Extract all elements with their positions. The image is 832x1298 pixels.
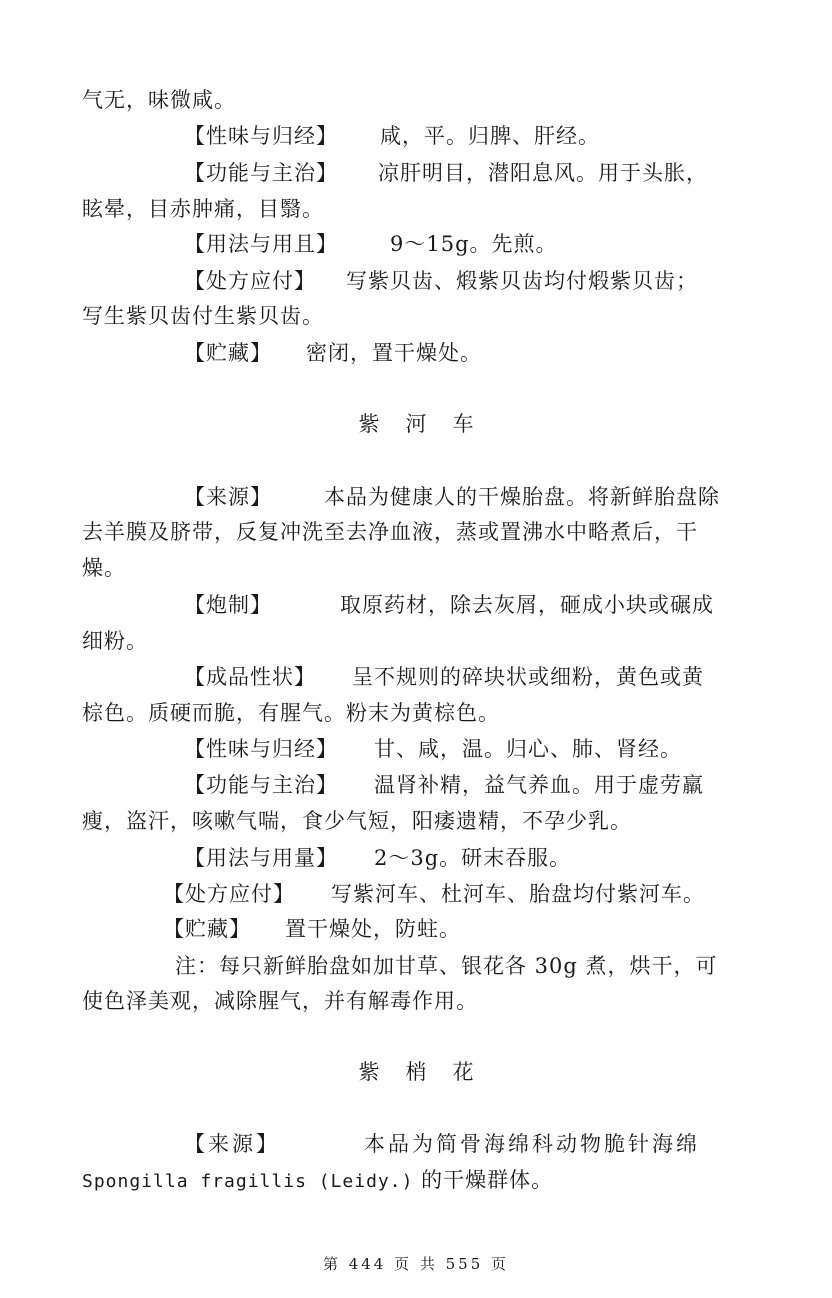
section-heading: 【用法与用且】 — [184, 232, 338, 256]
nature-entry — [0, 734, 832, 764]
body-text: 写紫贝齿、煅紫贝齿均付煅紫贝齿； — [346, 269, 698, 293]
prescription-entry — [0, 879, 832, 909]
paragraph-line — [0, 553, 832, 583]
storage-entry — [0, 914, 832, 944]
paragraph-line — [0, 194, 832, 224]
entry-title: 紫梢花 — [358, 1060, 500, 1084]
latin-name: Spongilla fragillis (Leidy.) — [82, 1171, 414, 1192]
body-text: 细粉。 — [82, 629, 148, 653]
section-heading: 【处方应付】 — [184, 269, 316, 293]
paragraph-line — [0, 698, 832, 728]
source-entry — [0, 1129, 832, 1159]
body-text: 2～3g。研末吞服。 — [374, 846, 572, 870]
body-text: 呈不规则的碎块状或细粉，黄色或黄 — [352, 665, 704, 689]
body-text: 写紫河车、杜河车、胎盘均付紫河车。 — [331, 882, 705, 906]
body-text: 置干燥处，防蛀。 — [285, 917, 461, 941]
body-text: 写生紫贝齿付生紫贝齿。 — [82, 304, 324, 328]
body-text: 瘦，盗汗，咳嗽气喘，食少气短，阳痿遗精，不孕少乳。 — [82, 809, 632, 833]
section-heading: 【来源】 — [184, 485, 272, 509]
function-entry — [0, 770, 832, 800]
note-text: 使色泽美观，减除腥气，并有解毒作用。 — [82, 989, 478, 1013]
section-heading: 【功能与主治】 — [184, 773, 338, 797]
nature-entry — [0, 121, 832, 151]
paragraph-line — [0, 301, 832, 331]
note-line — [0, 986, 832, 1016]
body-text: 的干燥群体。 — [413, 1168, 554, 1192]
body-text: 本品为简骨海绵科动物脆针海绵 — [364, 1132, 700, 1156]
processing-entry — [0, 590, 832, 620]
section-heading: 【功能与主治】 — [184, 161, 338, 185]
body-text: 甘、咸，温。归心、肺、肾经。 — [374, 737, 682, 761]
note-text: 注：每只新鲜胎盘如加甘草、银花各 30g 煮，烘干，可 — [175, 954, 718, 978]
paragraph-line — [0, 1165, 832, 1197]
section-heading: 【贮藏】 — [184, 341, 272, 365]
body-text: 温肾补精，益气养血。用于虚劳羸 — [374, 773, 704, 797]
body-text: 气无，味微咸。 — [82, 88, 236, 112]
body-text: 本品为健康人的干燥胎盘。将新鲜胎盘除 — [324, 485, 720, 509]
body-text: 去羊膜及脐带，反复冲洗至去净血液，蒸或置沸水中略煮后，干 — [82, 520, 698, 544]
prescription-entry — [0, 266, 832, 296]
body-text: 咸，平。归脾、肝经。 — [380, 124, 600, 148]
section-heading: 【成品性状】 — [184, 665, 316, 689]
section-heading: 【处方应付】 — [163, 882, 295, 906]
page-footer: 第 444 页 共 555 页 — [322, 1255, 510, 1273]
note-line — [0, 951, 832, 981]
body-text: 取原药材，除去灰屑，砸成小块或碾成 — [340, 593, 714, 617]
body-text: 密闭，置干燥处。 — [306, 341, 482, 365]
usage-entry — [0, 843, 832, 873]
body-text: 眩晕，目赤肿痛，目翳。 — [82, 197, 324, 221]
section-heading: 【性味与归经】 — [184, 124, 338, 148]
usage-entry — [0, 229, 832, 259]
storage-entry — [0, 338, 832, 368]
section-heading: 【来源】 — [184, 1132, 280, 1156]
paragraph-line — [0, 626, 832, 656]
paragraph-line — [0, 806, 832, 836]
source-entry — [0, 482, 832, 512]
body-text: 凉肝明目，潜阳息风。用于头胀， — [378, 161, 708, 185]
section-heading: 【炮制】 — [184, 593, 272, 617]
properties-entry — [0, 662, 832, 692]
section-heading: 【性味与归经】 — [184, 737, 338, 761]
paragraph-line — [0, 85, 832, 115]
body-text: 棕色。质硬而脆，有腥气。粉末为黄棕色。 — [82, 701, 500, 725]
entry-title: 紫河车 — [358, 412, 500, 436]
function-entry — [0, 158, 832, 188]
paragraph-line — [0, 517, 832, 547]
body-text: 9～15g。先煎。 — [390, 232, 558, 256]
section-heading: 【贮藏】 — [163, 917, 251, 941]
body-text: 燥。 — [82, 556, 126, 580]
section-heading: 【用法与用量】 — [184, 846, 338, 870]
